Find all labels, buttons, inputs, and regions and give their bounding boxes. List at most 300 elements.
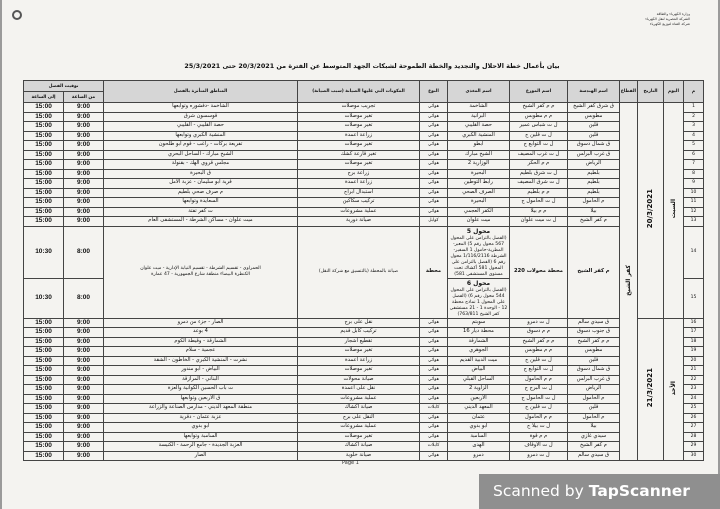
from-time-cell: 9:00 [64,217,104,227]
from-time-cell: 9:00 [64,394,104,404]
area-cell: 4 بوعد [104,328,298,338]
distributor-cell: م م الحكر [510,160,568,170]
component-cell: صيانة اكشاك [298,404,420,414]
col-header-timing: توقيت الفصل [24,81,104,92]
area-cell: السعايدة وتوابعها [104,198,298,208]
area-cell: البياض - ابو مندور [104,366,298,376]
area-cell: ق البحيرة [104,169,298,179]
distributor-cell: ل ت قلين ج [510,131,568,141]
engineer-cell: قلين [568,356,620,366]
row-number: 29 [684,442,704,452]
to-time-cell: 15:00 [24,423,64,433]
engineer-cell: م الحامول [568,413,620,423]
distributor-cell: ل ت ميت علوان [510,217,568,227]
component-cell: تغير موصلات [298,112,420,122]
from-time-cell: 8:00 [64,278,104,318]
row-number: 30 [684,451,704,461]
type-cell: هوائي [420,423,448,433]
component-cell: النقل على برج [298,413,420,423]
letterhead-line: شركة القناة لتوزيع الكهرباء [649,22,690,26]
engineer-cell: بيلا [568,207,620,217]
day-cell [664,103,684,319]
engineer-cell: م كفر الشيخ [568,226,620,318]
letterhead [630,12,690,27]
component-cell: نقل على برج [298,318,420,328]
from-time-cell: 9:00 [64,366,104,376]
row-number: 15 [684,278,704,318]
col-header-to: إلى الساعة [24,92,64,103]
row-number: 22 [684,375,704,385]
component-cell: صيانة دورية [298,217,420,227]
area-cell: ت كفر تفتة [104,207,298,217]
from-time-cell: 9:00 [64,413,104,423]
feeder-cell: دمرو [448,451,510,461]
engineer-cell: م كفر الشيخ [568,217,620,227]
from-time-cell: 9:00 [64,432,104,442]
engineer-cell: ق شمال دسوق [568,366,620,376]
feeder-cell: ابطو [448,141,510,151]
area-cell: الصار [104,451,298,461]
scanner-watermark [479,474,720,509]
feeder-cell: عثمان [448,413,510,423]
to-time-cell: 15:00 [24,318,64,328]
table-row [24,394,704,404]
table-row [24,318,704,328]
to-time-cell: 15:00 [24,404,64,414]
type-cell: هوائي [420,394,448,404]
to-time-cell: 15:00 [24,198,64,208]
distributor-cell: م م دسوق [510,328,568,338]
component-cell: تغير موصلات [298,122,420,132]
distributor-cell: م م الحامول [510,413,568,423]
component-cell: عملية مشروعات [298,423,420,433]
watermark-prefix: Scanned by [493,482,584,500]
feeder-transformer-detail: (الفصل بالتزامن على المحول 544 محول رقم 6) (الفصل على المحول 1 نماذج محطة 12 - الوحدة 1 - 21 مستشفى كفر الشيخ 763/811) [449,287,508,317]
type-cell: هوائي [420,103,448,113]
distributor-cell: ل ت التوابع ج [510,366,568,376]
feeder-cell: البحيرة [448,169,510,179]
date-label: 21/3/2021 [645,368,654,408]
distributor-cell: ل ت شرق المصيف [510,179,568,189]
type-cell: هوائي [420,385,448,395]
table-row [24,423,704,433]
type-cell: هوائي [420,337,448,347]
col-header-engineer: اسم الهندسة [568,81,620,103]
type-cell: كوابل [420,217,448,227]
sector-cell [620,103,638,461]
row-number: 14 [684,226,704,278]
engineer-cell: ق جنوب دسوق [568,328,620,338]
engineer-cell: بلطيم [568,169,620,179]
col-header-components: المكونات التي عليها الصيانة (سبب الصيانة) [298,81,420,103]
engineer-cell: ق شمال دسوق [568,141,620,151]
col-header-sector: القطاع [620,81,638,103]
to-time-cell: 15:00 [24,394,64,404]
from-time-cell: 9:00 [64,141,104,151]
component-cell: تركيب كابل قديم [298,328,420,338]
row-number: 7 [684,160,704,170]
area-cell: الشيخ مبارك - الساحل البحري [104,150,298,160]
letterhead-line: وزارة الكهرباء والطاقة [656,12,690,16]
from-time-cell: 9:00 [64,337,104,347]
distributor-cell: ل ت الحامول ج [510,394,568,404]
row-number: 24 [684,394,704,404]
distributor-cell: ل ت شباس عمير [510,122,568,132]
row-number: 17 [684,328,704,338]
area-cell: العزبة الجديدة - جامع الرحمة - الكنيسة [104,442,298,452]
to-time-cell: 15:00 [24,169,64,179]
type-cell: هوائي [420,198,448,208]
distributor-cell: م م قوة [510,432,568,442]
feeder-cell [448,278,510,318]
row-number: 13 [684,217,704,227]
component-cell: تغير موصلات [298,347,420,357]
engineer-cell: سيدي غازي [568,432,620,442]
col-header-from: من الساعة [64,92,104,103]
feeder-cell: الصرف الصحي [448,188,510,198]
row-number: 3 [684,122,704,132]
table-row [24,375,704,385]
table-row [24,413,704,423]
letterhead-line: الشركة المصرية لنقل الكهرباء [645,17,690,21]
day-label: السبت [669,199,677,219]
component-cell: تغير موصلات [298,141,420,151]
from-time-cell: 9:00 [64,131,104,141]
area-cell: منطقة المعهد الديني - مدارس الصناعة والزراعة [104,404,298,414]
type-cell: هوائي [420,188,448,198]
to-time-cell: 10:30 [24,226,64,278]
engineer-cell: م الحامول [568,394,620,404]
to-time-cell: 15:00 [24,207,64,217]
distributor-cell: م م مطوبس [510,112,568,122]
table-row [24,337,704,347]
to-time-cell: 15:00 [24,337,64,347]
feeder-cell: الجوهري [448,347,510,357]
from-time-cell: 9:00 [64,150,104,160]
row-number: 11 [684,198,704,208]
to-time-cell: 15:00 [24,179,64,189]
feeder-cell: الاربعين [448,394,510,404]
to-time-cell: 15:00 [24,141,64,151]
component-cell: تغير موصلات [298,160,420,170]
component-cell: تجريب موصلات [298,103,420,113]
distributor-cell: ل ت البرج ج [510,385,568,395]
to-time-cell: 15:00 [24,160,64,170]
date-cell [638,318,664,461]
table-row [24,150,704,160]
table-row [24,356,704,366]
from-time-cell: 9:00 [64,207,104,217]
col-header-areas: المناطق المتأثرة بالفصل [104,81,298,103]
feeder-cell: البرانية [448,112,510,122]
engineer-cell: ق سيدي سالم [568,451,620,461]
from-time-cell: 9:00 [64,347,104,357]
distributor-cell: م م الحامول [510,375,568,385]
distributor-cell: ل ت التوابع ج [510,141,568,151]
row-number: 10 [684,188,704,198]
row-number: 26 [684,413,704,423]
table-row [24,404,704,414]
type-cell: هوائي [420,356,448,366]
to-time-cell: 15:00 [24,112,64,122]
component-cell: زراعة اعمدة [298,179,420,189]
row-number: 8 [684,169,704,179]
distributor-cell: م م مطوبس [510,347,568,357]
feeder-cell: الهدى [448,442,510,452]
engineer-cell: قلين [568,404,620,414]
component-cell: عملية مشروعات [298,207,420,217]
feeder-cell: ميت علوان [448,217,510,227]
engineer-cell: مطوبس [568,112,620,122]
from-time-cell: 9:00 [64,328,104,338]
distributor-cell: ل ت الاوقاف [510,442,568,452]
distributor-cell: م م كفر الشيخ [510,337,568,347]
feeder-cell: الكفر العجمي [448,207,510,217]
type-cell: هوائي [420,141,448,151]
area-cell: قرية ابو سليمان - عزبة الامل [104,179,298,189]
col-header-date: التاريخ [638,81,664,103]
watermark-brand: TapScanner [588,482,690,500]
table-row [24,347,704,357]
to-time-cell: 15:00 [24,451,64,461]
date-label: 20/3/2021 [645,189,654,229]
feeder-cell: الزاوية 2 [448,385,510,395]
to-time-cell: 15:00 [24,375,64,385]
engineer-cell: م كفر الشيخ [568,442,620,452]
table-row [24,451,704,461]
feeder-cell: ابو بدوي [448,423,510,433]
col-header-type: النوع [420,81,448,103]
col-header-day: اليوم [664,81,684,103]
distributor-cell: ل ت دمرو [510,451,568,461]
to-time-cell: 15:00 [24,432,64,442]
from-time-cell: 8:00 [64,226,104,278]
component-cell: تقطيع اشجار [298,337,420,347]
distributor-cell: م م بلطيم [510,188,568,198]
engineer-cell: م م كفر الشيخ [568,337,620,347]
area-cell: ت باب الحسين الكوانية والعزة [104,385,298,395]
area-line: الكنطرة البيضاء منطقة شارع الجمهورية - 47 عمارة [151,272,250,277]
type-cell: هوائي [420,318,448,328]
row-number: 2 [684,112,704,122]
feeder-cell: محطة ديار 16 [448,328,510,338]
from-time-cell: 9:00 [64,318,104,328]
row-number: 16 [684,318,704,328]
distributor-cell: ل ت بيلا ج [510,423,568,433]
to-time-cell: 15:00 [24,150,64,160]
type-cell: هوائي [420,451,448,461]
engineer-cell: ق سيدي سالم [568,318,620,328]
day-label: الأحد [669,380,677,396]
feeder-cell: الشاخمة [448,103,510,113]
engineer-cell: قلين [568,122,620,132]
type-cell: هوائي [420,328,448,338]
to-time-cell: 15:00 [24,131,64,141]
header-row [24,81,704,92]
area-cell [104,226,298,318]
badge-icon [12,10,22,20]
table-row [24,188,704,198]
area-cell: السامبة وتوابعها [104,432,298,442]
type-cell: كابلات [420,442,448,452]
row-number: 27 [684,423,704,433]
from-time-cell: 9:00 [64,198,104,208]
feeder-transformer-detail: (الفصل بالتزامن على المحول 567 محول رقم 5) المعبر-المطرية-حامول 1 السفير-الشرطة 1/116/2116 محول رقم 6 (الفصل بالتزامن على المحول 581 أكشاك تحت مستوى المستشفى 581) [450,235,507,277]
maintenance-table-wrapper [23,80,703,460]
engineer-cell: مطوبس [568,347,620,357]
component-cell: صيانة بالمحطة (بالتنسيق مع شركة النقل) [298,226,420,318]
table-row [24,103,704,113]
row-number: 5 [684,141,704,151]
from-time-cell: 9:00 [64,385,104,395]
distributor-cell: م م بيلا [510,207,568,217]
col-header-distributor: اسم الموزع [510,81,568,103]
type-cell: هوائي [420,131,448,141]
row-number: 18 [684,337,704,347]
row-number: 23 [684,385,704,395]
area-cell: الشاخمة -دفشوره وتوابعها [104,103,298,113]
distributor-cell: ل ت دمرو [510,318,568,328]
to-time-cell: 15:00 [24,356,64,366]
area-line: الحمراوي - تقسيم الشرطة - تقسيم النيابة الإدارية - ميت علوان [140,266,261,271]
engineer-cell: م الحامول [568,198,620,208]
engineer-cell: بيلا [568,423,620,433]
scanned-document-page [2,0,718,509]
area-cell: الشمارقة - وقيطة الكوم [104,337,298,347]
component-cell: زراعة اعمدة [298,356,420,366]
col-header-feeder: اسم المغذي [448,81,510,103]
feeder-cell: المنشية الكبري [448,131,510,141]
to-time-cell: 15:00 [24,188,64,198]
type-cell: هوائي [420,432,448,442]
from-time-cell: 9:00 [64,442,104,452]
table-row [24,122,704,132]
distributor-cell: ل ت شرق بلطيم [510,169,568,179]
to-time-cell: 15:00 [24,328,64,338]
table-row [24,432,704,442]
feeder-cell: الوزارية 2 [448,160,510,170]
from-time-cell: 9:00 [64,122,104,132]
distributor-cell: م م كفر الشيخ [510,103,568,113]
table-row [24,160,704,170]
area-cell: نشرت - المنشية الكبري - الخاطون - الشقة [104,356,298,366]
to-time-cell: 15:00 [24,385,64,395]
table-row [24,112,704,122]
area-cell: ابو بدوي [104,423,298,433]
from-time-cell: 9:00 [64,451,104,461]
type-cell: هوائي [420,179,448,189]
component-cell: عملية مشروعات [298,394,420,404]
table-row [24,366,704,376]
table-row [24,207,704,217]
row-number: 21 [684,366,704,376]
feeder-cell: ميت الدبية القديم [448,356,510,366]
type-cell: هوائي [420,375,448,385]
feeder-transformer-label: محول 5 [466,227,491,235]
component-cell: صيانة خلوية [298,451,420,461]
row-number: 4 [684,131,704,141]
type-cell: هوائي [420,150,448,160]
component-cell: نقل على اعمدة [298,385,420,395]
engineer-cell: بلطيم [568,179,620,189]
type-cell: محطة [420,226,448,318]
station-row [24,226,704,278]
to-time-cell: 15:00 [24,347,64,357]
component-cell: زراعة اعمدة [298,131,420,141]
area-cell: مجلس قروي الهك - بقنولة [104,160,298,170]
type-cell: هوائي [420,413,448,423]
from-time-cell: 9:00 [64,179,104,189]
row-number: 19 [684,347,704,357]
distributor-cell: ل ت قلين ج [510,356,568,366]
table-row [24,198,704,208]
to-time-cell: 15:00 [24,122,64,132]
feeder-cell: البحيرة [448,198,510,208]
row-number: 6 [684,150,704,160]
engineer-cell: ق غرب البرلس [568,150,620,160]
from-time-cell: 9:00 [64,423,104,433]
sector-label: كفر الشيخ [624,264,632,296]
type-cell: كابلات [420,404,448,414]
from-time-cell: 9:00 [64,112,104,122]
feeder-cell: السامبة [448,432,510,442]
day-cell [664,318,684,461]
feeder-cell: حصة القليبي [448,122,510,132]
to-time-cell: 15:00 [24,217,64,227]
row-number: 12 [684,207,704,217]
area-cell: حصة القليبي - القليبي [104,122,298,132]
distributor-cell: ل ت الحامول ج [510,198,568,208]
engineer-cell: الرياض [568,385,620,395]
type-cell: هوائي [420,122,448,132]
area-cell: البناني - المرازقة [104,375,298,385]
to-time-cell: 15:00 [24,442,64,452]
from-time-cell: 9:00 [64,103,104,113]
feeder-cell [448,226,510,278]
page-number: Page 1 [342,460,359,466]
table-row [24,179,704,189]
feeder-cell: سوبتم [448,318,510,328]
table-row [24,217,704,227]
table-row [24,141,704,151]
type-cell: هوائي [420,112,448,122]
from-time-cell: 9:00 [64,356,104,366]
component-cell: صيانة اكشاك [298,442,420,452]
table-row [24,385,704,395]
feeder-cell: الشمارقة [448,337,510,347]
from-time-cell: 9:00 [64,188,104,198]
feeder-cell: الساحل القبلي [448,375,510,385]
engineer-cell: الرياض [568,160,620,170]
from-time-cell: 9:00 [64,375,104,385]
area-cell: قوسسون شرق [104,112,298,122]
area-cell: المنشية الكبري وتوابعها [104,131,298,141]
component-cell: تركيب سكاكين [298,198,420,208]
feeder-cell: رابط التوطين [448,179,510,189]
area-cell: الصار - جزء من دمرو [104,318,298,328]
engineer-cell: ق شرق كفر الشيخ [568,103,620,113]
feeder-cell: الشيخ مبارك [448,150,510,160]
type-cell: هوائي [420,160,448,170]
row-number: 1 [684,103,704,113]
type-cell: هوائي [420,169,448,179]
component-cell: تغير موصلات [298,432,420,442]
from-time-cell: 9:00 [64,404,104,414]
distributor-cell: ل ت غرب المصيف [510,150,568,160]
to-time-cell: 15:00 [24,413,64,423]
document-title: بيان بأعمال خطة الاحلال والتجديد والخطة الطموحة لشبكات الجهد المتوسط عن الفترة من 20/3/2021 حتى 25/3/2021 [184,62,560,70]
area-cell: ق الاربعين وتوابعها [104,394,298,404]
